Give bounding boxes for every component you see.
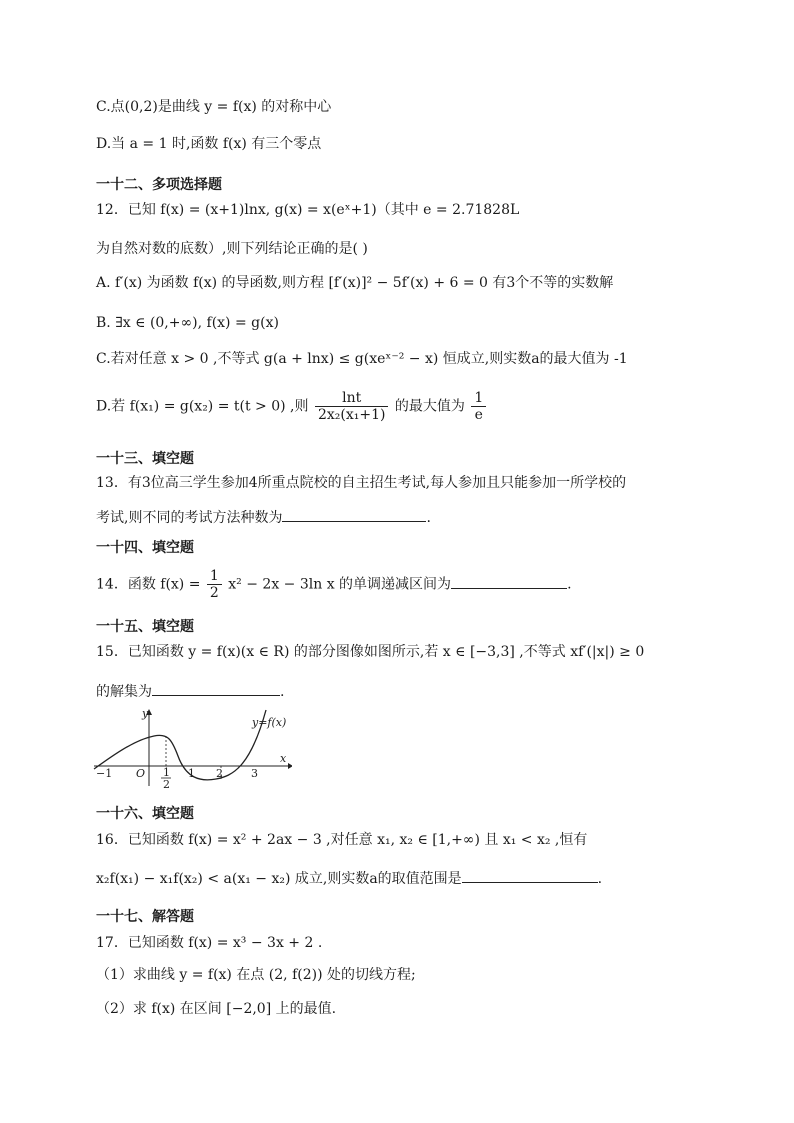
q12-option-c: C.若对任意 x > 0 ,不等式 g(a + lnx) ≤ g(xeˣ⁻² − x) 恒成立,则实数a的最大值为 -1 <box>96 351 628 367</box>
x-label: x <box>280 752 287 765</box>
tick-label: −1 <box>96 767 113 780</box>
tick-label: O <box>136 767 146 780</box>
q14-fraction: $\frac{1}{2}$ <box>207 568 222 601</box>
q16-line-1: 16．已知函数 f(x) = x² + 2ax − 3 ,对任意 x₁, x₂ ∈ [1,+∞) 且 x₁ < x₂ ,恒有 <box>96 832 588 848</box>
answer-blank[interactable] <box>462 868 598 883</box>
y-label: y <box>142 707 149 720</box>
q12-fraction: $\frac{\ln t}{\text{2x₂(x₁+1)}}$ <box>315 390 388 423</box>
section-14-heading: 一十四、填空题 <box>96 540 194 556</box>
option-d: D.当 a = 1 时,函数 f(x) 有三个零点 <box>96 136 322 152</box>
section-15-heading: 一十五、填空题 <box>96 619 194 635</box>
curve-label: y=f(x) <box>252 716 287 729</box>
tick-label: 1 <box>188 767 195 780</box>
q12-option-b: B. ∃x ∈ (0,+∞), f(x) = g(x) <box>96 315 279 331</box>
q16-line-2: x₂f(x₁) − x₁f(x₂) < a(x₁ − x₂) 成立,则实数a的取值范围是 . <box>96 868 602 888</box>
q15-line-1: 15．已知函数 y = f(x)(x ∈ R) 的部分图像如图所示,若 x ∈ [−3,3] ,不等式 xf′(|x|) ≥ 0 <box>96 644 645 660</box>
q14-line: 14．函数 f(x) = $\frac{1}{2}$ x² − 2x − 3ln x 的单调递减区间为 . <box>96 568 572 601</box>
q17-part-2: （2）求 f(x) 在区间 [−2,0] 上的最值. <box>96 1001 337 1017</box>
section-12-heading: 一十二、多项选择题 <box>96 177 222 193</box>
q12-option-d: D.若 f(x₁) = g(x₂) = t(t > 0) ,则 $\frac{\ln t}{\text{2x₂(x₁+1)}}$ 的最大值为 $\frac{1}{e}$ <box>96 390 488 423</box>
q12-line-2: 为自然对数的底数）,则下列结论正确的是( ) <box>96 241 368 257</box>
section-13-heading: 一十三、填空题 <box>96 451 194 467</box>
q15-line-2: 的解集为 . <box>96 681 284 701</box>
q12-line-1: 12．已知 f(x) = (x+1)lnx, g(x) = x(eˣ+1)（其中 e = 2.71828L <box>96 202 520 218</box>
x-axis-arrow-icon <box>288 763 292 769</box>
curve <box>94 710 266 780</box>
q17-line: 17．已知函数 f(x) = x³ − 3x + 2 . <box>96 935 323 951</box>
answer-blank[interactable] <box>451 574 567 589</box>
function-graph <box>92 706 292 791</box>
section-17-heading: 一十七、解答题 <box>96 909 194 925</box>
tick-half-num: 1 <box>163 766 170 779</box>
answer-blank[interactable] <box>152 681 280 696</box>
q12-max-fraction: $\frac{1}{e}$ <box>471 390 486 423</box>
section-16-heading: 一十六、填空题 <box>96 806 194 822</box>
option-c: C.点(0,2)是曲线 y = f(x) 的对称中心 <box>96 99 332 115</box>
tick-half-den: 2 <box>163 778 170 791</box>
tick-label: 2 <box>216 767 223 780</box>
q17-part-1: （1）求曲线 y = f(x) 在点 (2, f(2)) 处的切线方程; <box>96 967 416 983</box>
q13-line-2: 考试,则不同的考试方法种数为 . <box>96 507 431 527</box>
q12-option-a: A. f′(x) 为函数 f(x) 的导函数,则方程 [f′(x)]² − 5f′(x) + 6 = 0 有3个不等的实数解 <box>96 275 614 291</box>
answer-blank[interactable] <box>282 507 426 522</box>
q13-line-1: 13．有3位高三学生参加4所重点院校的自主招生考试,每人参加且只能参加一所学校的 <box>96 475 627 491</box>
tick-label: 3 <box>251 767 258 780</box>
